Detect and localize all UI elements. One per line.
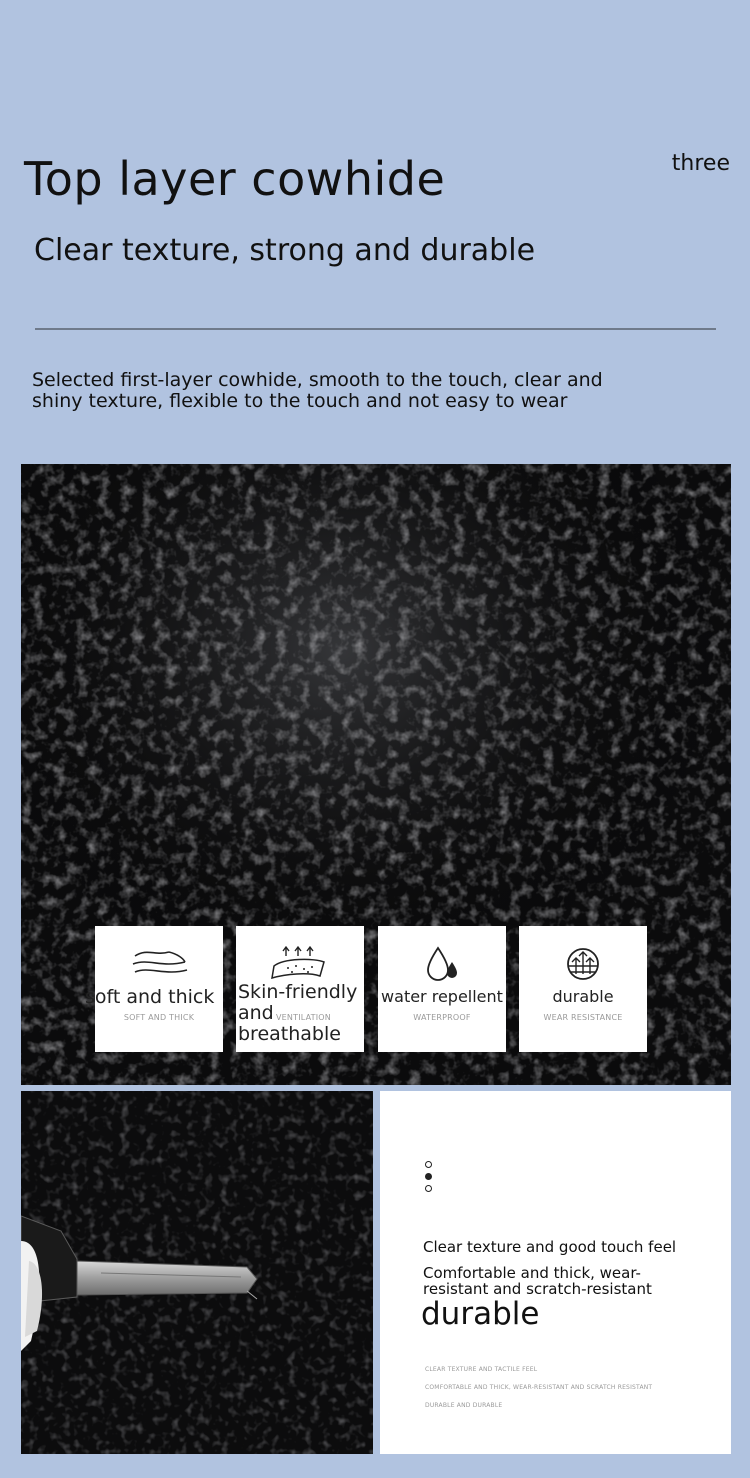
hand-wave-icon	[95, 944, 223, 984]
detail-small-2: COMFORTABLE AND THICK, WEAR-RESISTANT AND SCRATCH RESISTANT	[425, 1384, 653, 1391]
divider	[35, 328, 716, 330]
description: Selected first-layer cowhide, smooth to the touch, clear and shiny texture, flexible to the touch and not easy to wear	[32, 369, 603, 412]
detail-panel	[380, 1091, 731, 1454]
detail-small-1: CLEAR TEXTURE AND TACTILE FEEL	[425, 1366, 538, 1373]
detail-small-3: DURABLE AND DURABLE	[425, 1402, 503, 1409]
feature-caption: WEAR RESISTANCE	[543, 1013, 623, 1022]
feature-caption: WATERPROOF	[413, 1013, 471, 1022]
feature-caption: SOFT AND THICK	[123, 1013, 195, 1022]
subtitle: Clear texture, strong and durable	[34, 233, 536, 268]
feature-label: Skin-friendly and breathable	[238, 981, 358, 1045]
bullet-dot	[425, 1173, 432, 1180]
feature-label: water repellent	[381, 987, 503, 1006]
bullet-dot	[425, 1161, 432, 1168]
feature-label: soft and thick	[85, 986, 215, 1008]
water-drop-icon	[378, 944, 506, 984]
feature-card-durable	[519, 926, 647, 1052]
feature-label: durable	[552, 987, 614, 1006]
feature-caption: VENTILATION	[276, 1013, 331, 1022]
breathable-layer-icon	[236, 944, 364, 984]
feature-card-breathable	[236, 926, 364, 1052]
detail-line-3: durable	[421, 1296, 540, 1332]
feature-card-soft	[85, 926, 223, 1052]
feature-card-water	[378, 926, 506, 1052]
bullet-dot	[425, 1185, 432, 1192]
page-title: Top layer cowhide	[24, 152, 446, 206]
detail-line-2: Comfortable and thick, wear-resistant and scratch-resistant	[423, 1264, 652, 1298]
wear-globe-icon	[519, 944, 647, 984]
key-scratch-photo	[21, 1091, 373, 1454]
corner-label: three	[671, 151, 730, 176]
detail-line-1: Clear texture and good touch feel	[423, 1238, 677, 1256]
